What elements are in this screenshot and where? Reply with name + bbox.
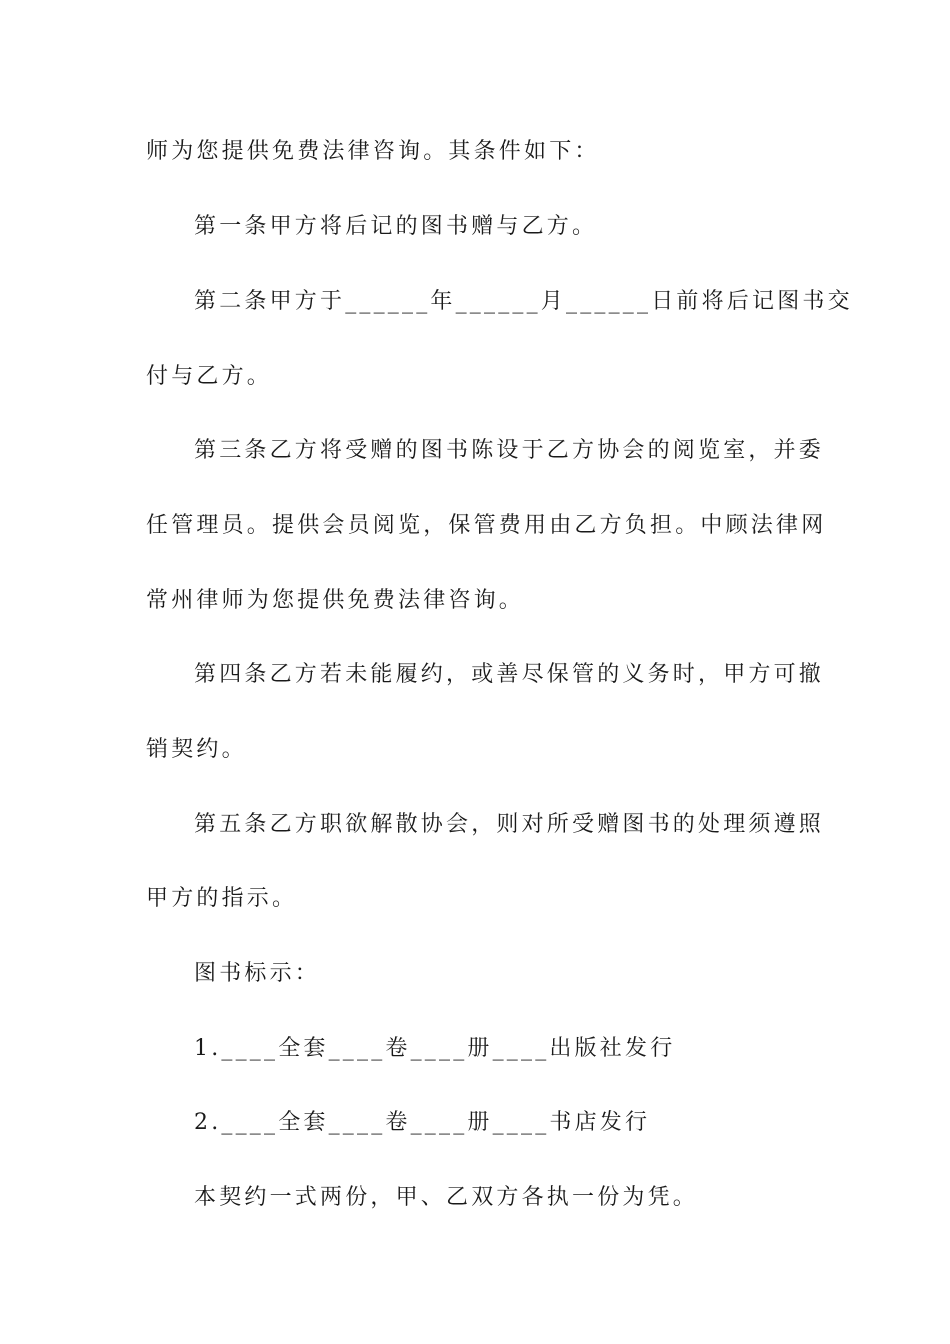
article-5: 第五条乙方职欲解散协会，则对所受赠图书的处理须遵照 xyxy=(194,812,825,837)
book-item-1: 1.____全套____卷____册____出版社发行 xyxy=(194,1036,676,1061)
text-line: 师为您提供免费法律咨询。其条件如下： xyxy=(146,139,600,164)
text-line: 任管理员。提供会员阅览，保管费用由乙方负担。中顾法律网 xyxy=(146,513,827,538)
article-4: 第四条乙方若未能履约，或善尽保管的义务时，甲方可撤 xyxy=(194,662,825,687)
book-item-2: 2.____全套____卷____册____书店发行 xyxy=(194,1110,651,1135)
text-line: 甲方的指示。 xyxy=(146,886,298,911)
article-3: 第三条乙方将受赠的图书陈设于乙方协会的阅览室，并委 xyxy=(194,438,825,463)
article-2: 第二条甲方于______年______月______日前将后记图书交 xyxy=(194,289,853,314)
closing-clause: 本契约一式两份，甲、乙双方各执一份为凭。 xyxy=(194,1185,699,1210)
book-list-heading: 图书标示： xyxy=(194,961,321,986)
text-line: 常州律师为您提供免费法律咨询。 xyxy=(146,588,525,613)
text-line: 销契约。 xyxy=(146,737,247,762)
article-1: 第一条甲方将后记的图书赠与乙方。 xyxy=(194,214,598,239)
text-line: 付与乙方。 xyxy=(146,364,273,389)
